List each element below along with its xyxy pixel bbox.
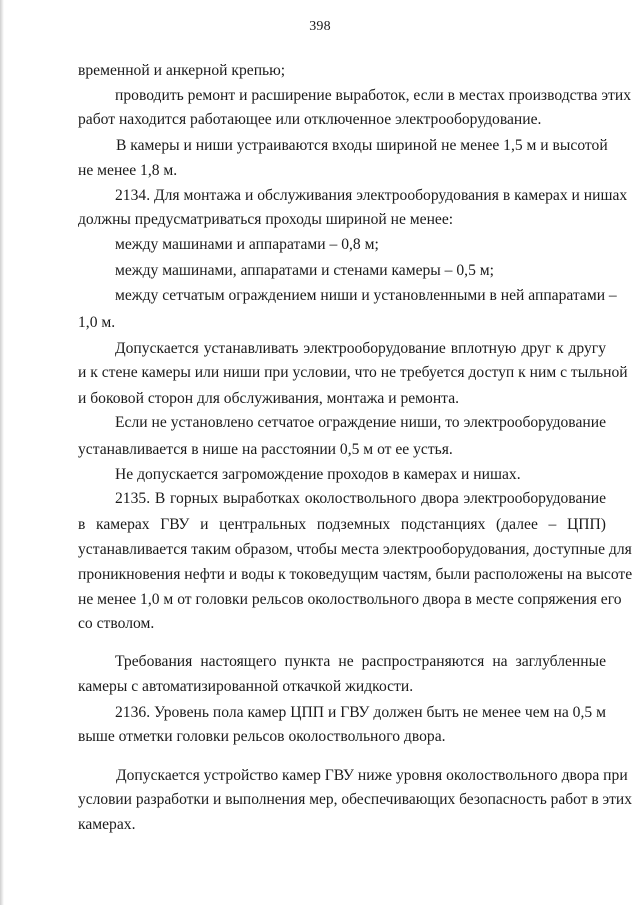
text-line: между сетчатым ограждением ниши и установленными в ней аппаратами – [115, 287, 617, 304]
text-line: работ находится работающее или отключенное электрооборудование. [78, 111, 542, 128]
text-line: между машинами, аппаратами и стенами камеры – 0,5 м; [115, 262, 494, 279]
text-line: проникновения нефти и воды к токоведущим частям, были расположены на высоте [78, 566, 633, 583]
text-line: временной и анкерной крепью; [78, 62, 286, 79]
text-line: 1,0 м. [78, 314, 116, 331]
scan-edge-shadow [0, 0, 4, 905]
text-line: Не допускается загромождение проходов в камерах и нишах. [115, 466, 521, 483]
text-line: 2136. Уровень пола камер ЦПП и ГВУ должен быть не менее чем на 0,5 м [115, 704, 606, 721]
text-line: Допускается устанавливать электрооборудование вплотную друг к другу [115, 340, 606, 357]
text-line: и боковой сторон для обслуживания, монтажа и ремонта. [78, 390, 460, 407]
text-line: устанавливается таким образом, чтобы места электрооборудования, доступные для [78, 541, 632, 558]
text-line: 2135. В горных выработках околоствольного двора электрооборудование [115, 490, 606, 507]
text-line: Требования настоящего пункта не распространяются на заглубленные [115, 653, 606, 670]
text-line: В камеры и ниши устраиваются входы шириной не менее 1,5 м и высотой [116, 137, 608, 154]
text-line: со стволом. [78, 615, 155, 632]
text-line: камерах. [78, 816, 136, 833]
text-line: между машинами и аппаратами – 0,8 м; [115, 236, 379, 253]
text-line: должны предусматриваться проходы шириной не менее: [78, 211, 454, 228]
text-line: Если не установлено сетчатое ограждение ниши, то электрооборудование [115, 414, 606, 431]
text-line: в камерах ГВУ и центральных подземных подстанциях (далее – ЦПП) [78, 516, 606, 533]
text-line: и к стене камеры или ниши при условии, что не требуется доступ к ним с тыльной [78, 364, 628, 381]
text-line: устанавливается в нише на расстоянии 0,5 м от ее устья. [78, 441, 453, 458]
text-line: 2134. Для монтажа и обслуживания электрооборудования в камерах и нишах [115, 187, 628, 204]
page-number: 398 [309, 19, 331, 34]
text-line: проводить ремонт и расширение выработок, если в местах производства этих [115, 87, 631, 104]
text-line: не менее 1,8 м. [78, 162, 178, 179]
text-line: выше отметки головки рельсов околоствольного двора. [78, 728, 446, 745]
text-line: Допускается устройство камер ГВУ ниже уровня околоствольного двора при [116, 767, 628, 784]
text-line: не менее 1,0 м от головки рельсов околоствольного двора в месте сопряжения его [78, 591, 622, 608]
text-line: условии разработки и выполнения мер, обеспечивающих безопасность работ в этих [78, 791, 632, 808]
text-line: камеры с автоматизированной откачкой жидкости. [78, 678, 414, 695]
